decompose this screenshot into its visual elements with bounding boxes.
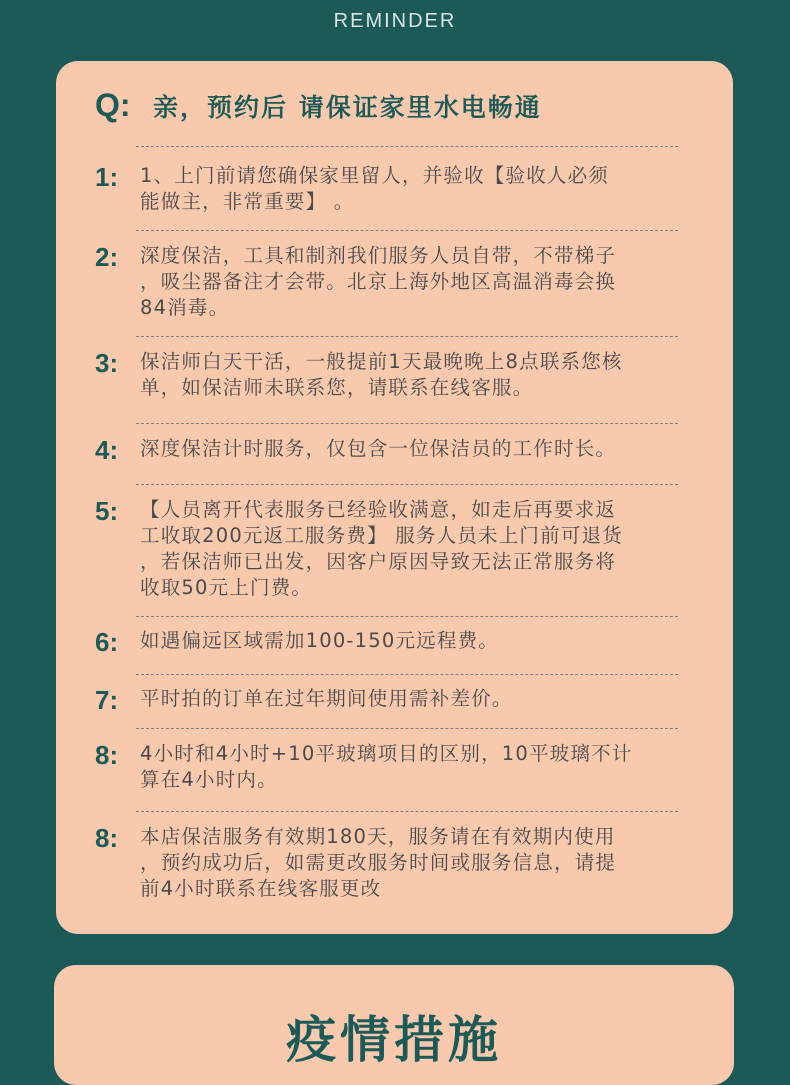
reminder-item — [95, 436, 705, 464]
item-number: 4: — [95, 435, 119, 465]
item-number: 1: — [95, 162, 119, 192]
reminder-item — [95, 349, 705, 401]
item-text: 如遇偏远区域需加100-150元远程费。 — [140, 629, 499, 652]
reminder-item — [95, 163, 705, 215]
reminder-item — [95, 243, 705, 321]
reminder-item — [95, 741, 705, 793]
item-number: 3: — [95, 348, 119, 378]
question-row — [95, 87, 542, 124]
reminder-item — [95, 628, 705, 656]
item-number: 8: — [95, 740, 119, 770]
item-text: 本店保洁服务有效期180天，服务请在有效期内使用 ，预约成功后，如需更改服务时间或服务信息，请提 前4小时联系在线客服更改 — [140, 825, 617, 900]
reminder-item — [95, 497, 705, 601]
reminder-card — [56, 61, 733, 934]
divider — [136, 728, 678, 729]
reminder-heading: REMINDER — [333, 10, 457, 32]
item-text: 【人员离开代表服务已经验收满意，如走后再要求返 工收取200元返工服务费】 服务人员未上门前可退货 ，若保洁师已出发，因客户原因导致无法正常服务将 收取50元上门费。 — [140, 498, 623, 599]
item-text: 深度保洁计时服务，仅包含一位保洁员的工作时长。 — [140, 437, 617, 460]
question-text: 亲，预约后 请保证家里水电畅通 — [153, 93, 542, 122]
divider — [136, 146, 678, 147]
item-text: 1、上门前请您确保家里留人，并验收【验收人必须 能做主，非常重要】 。 — [140, 164, 610, 213]
item-number: 6: — [95, 627, 119, 657]
item-text: 4小时和4小时+10平玻璃项目的区别，10平玻璃不计 算在4小时内。 — [140, 742, 633, 791]
reminder-item — [95, 824, 705, 902]
divider — [136, 616, 678, 617]
reminder-item — [95, 686, 705, 714]
question-label: Q: — [95, 87, 131, 123]
item-number: 5: — [95, 496, 119, 526]
item-text: 平时拍的订单在过年期间使用需补差价。 — [140, 687, 513, 710]
item-number: 7: — [95, 685, 119, 715]
item-number: 2: — [95, 242, 119, 272]
divider — [136, 230, 678, 231]
item-text: 深度保洁，工具和制剂我们服务人员自带，不带梯子 ，吸尘器备注才会带。北京上海外地区高温消毒会换 84消毒。 — [140, 244, 617, 319]
divider — [136, 811, 678, 812]
epidemic-measures-title: 疫情措施 — [286, 1011, 502, 1069]
item-text: 保洁师白天干活，一般提前1天最晚晚上8点联系您核 单，如保洁师未联系您，请联系在线客服。 — [140, 350, 623, 399]
divider — [136, 423, 678, 424]
divider — [136, 674, 678, 675]
divider — [136, 484, 678, 485]
divider — [136, 336, 678, 337]
epidemic-measures-card — [54, 965, 734, 1085]
item-number: 8: — [95, 823, 119, 853]
